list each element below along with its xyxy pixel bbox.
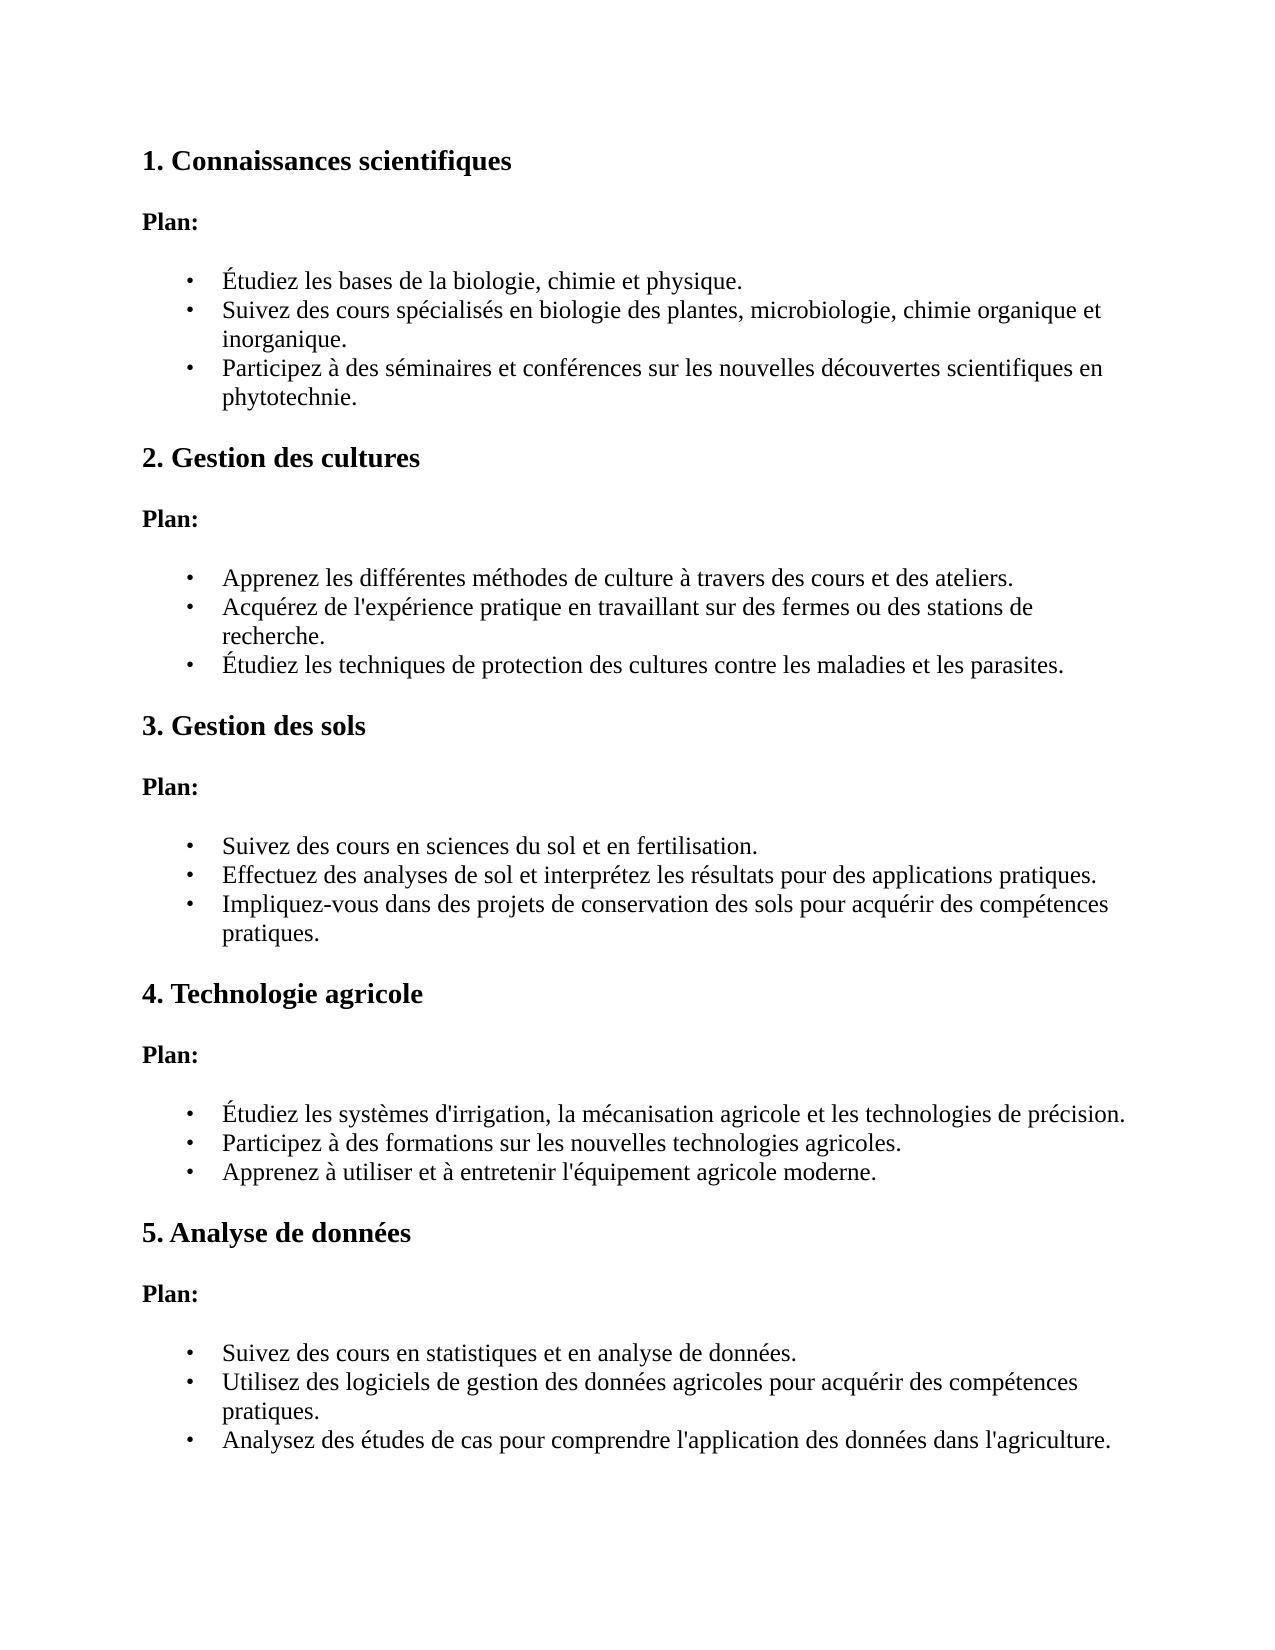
plan-label: Plan:	[142, 1042, 199, 1069]
document-section	[142, 978, 1133, 1187]
list-item-text: Participez à des formations sur les nouvelles technologies agricoles.	[222, 1130, 902, 1157]
section-heading: 5. Analyse de données	[142, 1217, 412, 1249]
plan-label: Plan:	[142, 1281, 199, 1308]
list-item-text: Analysez des études de cas pour comprendre l'application des données dans l'agriculture.	[222, 1427, 1112, 1454]
bullet-icon: •	[186, 355, 195, 380]
list-item	[142, 861, 1133, 890]
document-body	[142, 145, 1133, 1455]
section-heading: 2. Gestion des cultures	[142, 442, 421, 474]
list-item	[142, 651, 1133, 680]
list-item	[142, 564, 1133, 593]
plan-list	[142, 267, 1133, 412]
bullet-icon: •	[186, 268, 195, 293]
list-item-text: Suivez des cours en sciences du sol et en fertilisation.	[222, 833, 758, 860]
list-item-text: Étudiez les techniques de protection des cultures contre les maladies et les parasites.	[222, 652, 1065, 679]
plan-label: Plan:	[142, 774, 199, 801]
bullet-icon: •	[186, 652, 195, 677]
list-item-text: Impliquez-vous dans des projets de conservation des sols pour acquérir des compétences pratiques.	[222, 891, 1109, 947]
list-item	[142, 1100, 1133, 1129]
bullet-icon: •	[186, 891, 195, 916]
plan-list	[142, 564, 1133, 680]
list-item-text: Apprenez les différentes méthodes de culture à travers des cours et des ateliers.	[222, 565, 1014, 592]
document-section	[142, 710, 1133, 948]
bullet-icon: •	[186, 1130, 195, 1155]
bullet-icon: •	[186, 594, 195, 619]
list-item	[142, 1158, 1133, 1187]
document-section	[142, 1217, 1133, 1455]
bullet-icon: •	[186, 1427, 195, 1452]
bullet-icon: •	[186, 1340, 195, 1365]
plan-label: Plan:	[142, 506, 199, 533]
list-item	[142, 890, 1133, 948]
list-item	[142, 832, 1133, 861]
bullet-icon: •	[186, 833, 195, 858]
list-item	[142, 296, 1133, 354]
document-section	[142, 145, 1133, 412]
bullet-icon: •	[186, 862, 195, 887]
list-item-text: Étudiez les systèmes d'irrigation, la mécanisation agricole et les technologies de précision.	[222, 1101, 1126, 1128]
list-item-text: Participez à des séminaires et conférences sur les nouvelles découvertes scientifiques en phytotechnie.	[222, 355, 1103, 411]
list-item	[142, 593, 1133, 651]
bullet-icon: •	[186, 1101, 195, 1126]
section-heading: 3. Gestion des sols	[142, 710, 366, 742]
list-item	[142, 354, 1133, 412]
list-item-text: Utilisez des logiciels de gestion des données agricoles pour acquérir des compétences pratiques.	[222, 1369, 1078, 1425]
document-section	[142, 442, 1133, 680]
list-item-text: Suivez des cours en statistiques et en analyse de données.	[222, 1340, 797, 1367]
bullet-icon: •	[186, 565, 195, 590]
plan-label: Plan:	[142, 209, 199, 236]
list-item	[142, 1339, 1133, 1368]
plan-list	[142, 832, 1133, 948]
plan-list	[142, 1100, 1133, 1187]
bullet-icon: •	[186, 297, 195, 322]
section-heading: 1. Connaissances scientifiques	[142, 145, 512, 177]
list-item-text: Acquérez de l'expérience pratique en travaillant sur des fermes ou des stations de recherche.	[222, 594, 1034, 650]
plan-list	[142, 1339, 1133, 1455]
list-item	[142, 267, 1133, 296]
section-heading: 4. Technologie agricole	[142, 978, 424, 1010]
list-item-text: Apprenez à utiliser et à entretenir l'équipement agricole moderne.	[222, 1159, 877, 1186]
bullet-icon: •	[186, 1369, 195, 1394]
bullet-icon: •	[186, 1159, 195, 1184]
list-item-text: Effectuez des analyses de sol et interprétez les résultats pour des applications pratiques.	[222, 862, 1097, 889]
list-item	[142, 1129, 1133, 1158]
list-item	[142, 1426, 1133, 1455]
list-item	[142, 1368, 1133, 1426]
list-item-text: Suivez des cours spécialisés en biologie des plantes, microbiologie, chimie organique et inorganique.	[222, 297, 1102, 353]
list-item-text: Étudiez les bases de la biologie, chimie et physique.	[222, 268, 743, 295]
